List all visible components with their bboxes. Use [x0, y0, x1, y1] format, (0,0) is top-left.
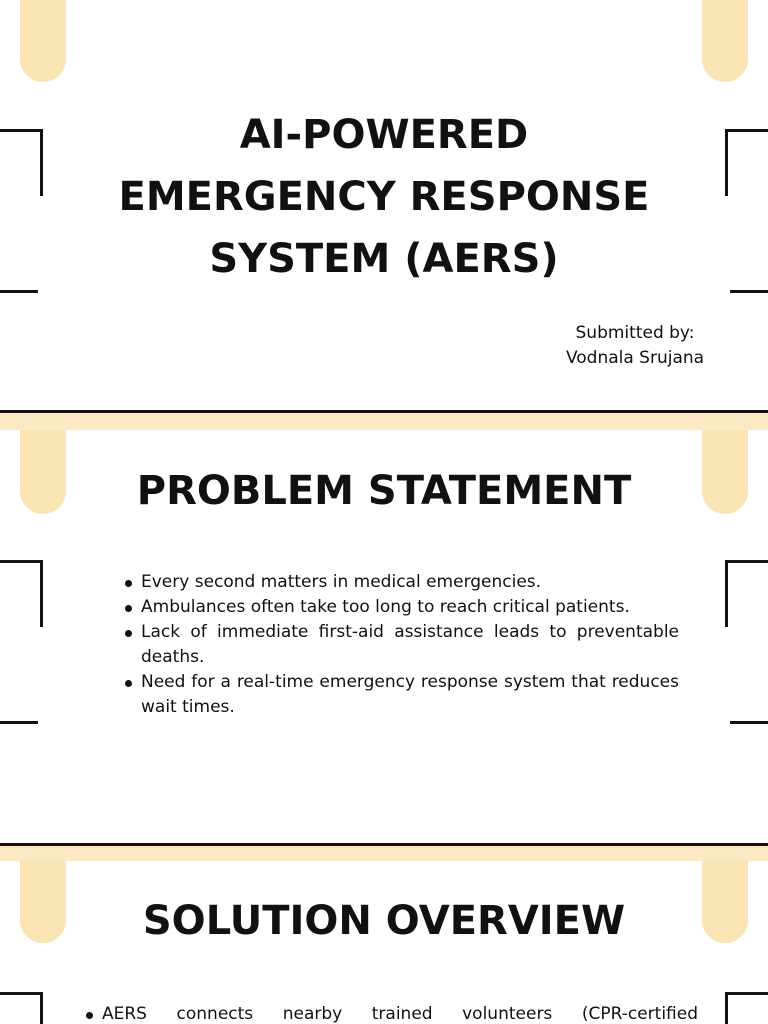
solution-overview-slide [0, 861, 768, 1024]
bracket-left-decoration [0, 992, 43, 1024]
separator-line [0, 843, 768, 846]
bracket-right-decoration [725, 560, 768, 627]
list-item: Ambulances often take too long to reach critical patients. [125, 595, 679, 620]
list-item: AERS connects nearby trained volunteers (CPR-certified [86, 1002, 698, 1024]
list-item: Every second matters in medical emergencies. [125, 570, 679, 595]
problem-statement-slide [0, 430, 768, 843]
author-name: Vodnala Srujana [565, 348, 705, 368]
title-line-2: EMERGENCY RESPONSE [118, 174, 650, 220]
decorative-tab-left [20, 0, 66, 82]
bracket-left-decoration [0, 560, 43, 627]
submitted-by-label: Submitted by: [575, 323, 695, 343]
list-item: Need for a real-time emergency response system that reduces wait times. [125, 670, 679, 720]
corner-line-left [0, 290, 38, 293]
bracket-right-decoration [725, 992, 768, 1024]
section-title: SOLUTION OVERVIEW [142, 898, 626, 944]
list-item: Lack of immediate first-aid assistance leads to preventable deaths. [125, 620, 679, 670]
corner-line-right [730, 721, 768, 724]
title-slide [0, 0, 768, 410]
corner-line-right [730, 290, 768, 293]
slide-separator [0, 410, 768, 430]
decorative-tab-right [702, 0, 748, 82]
separator-line [0, 410, 768, 413]
byline [520, 321, 750, 371]
title-line-3: SYSTEM (AERS) [209, 236, 559, 282]
section-title: PROBLEM STATEMENT [136, 468, 632, 514]
solution-bullet-list [86, 1002, 698, 1024]
problem-bullet-list [125, 570, 679, 720]
presentation-title [0, 104, 768, 290]
title-line-1: AI-POWERED [239, 112, 529, 158]
corner-line-left [0, 721, 38, 724]
slide-separator [0, 843, 768, 861]
